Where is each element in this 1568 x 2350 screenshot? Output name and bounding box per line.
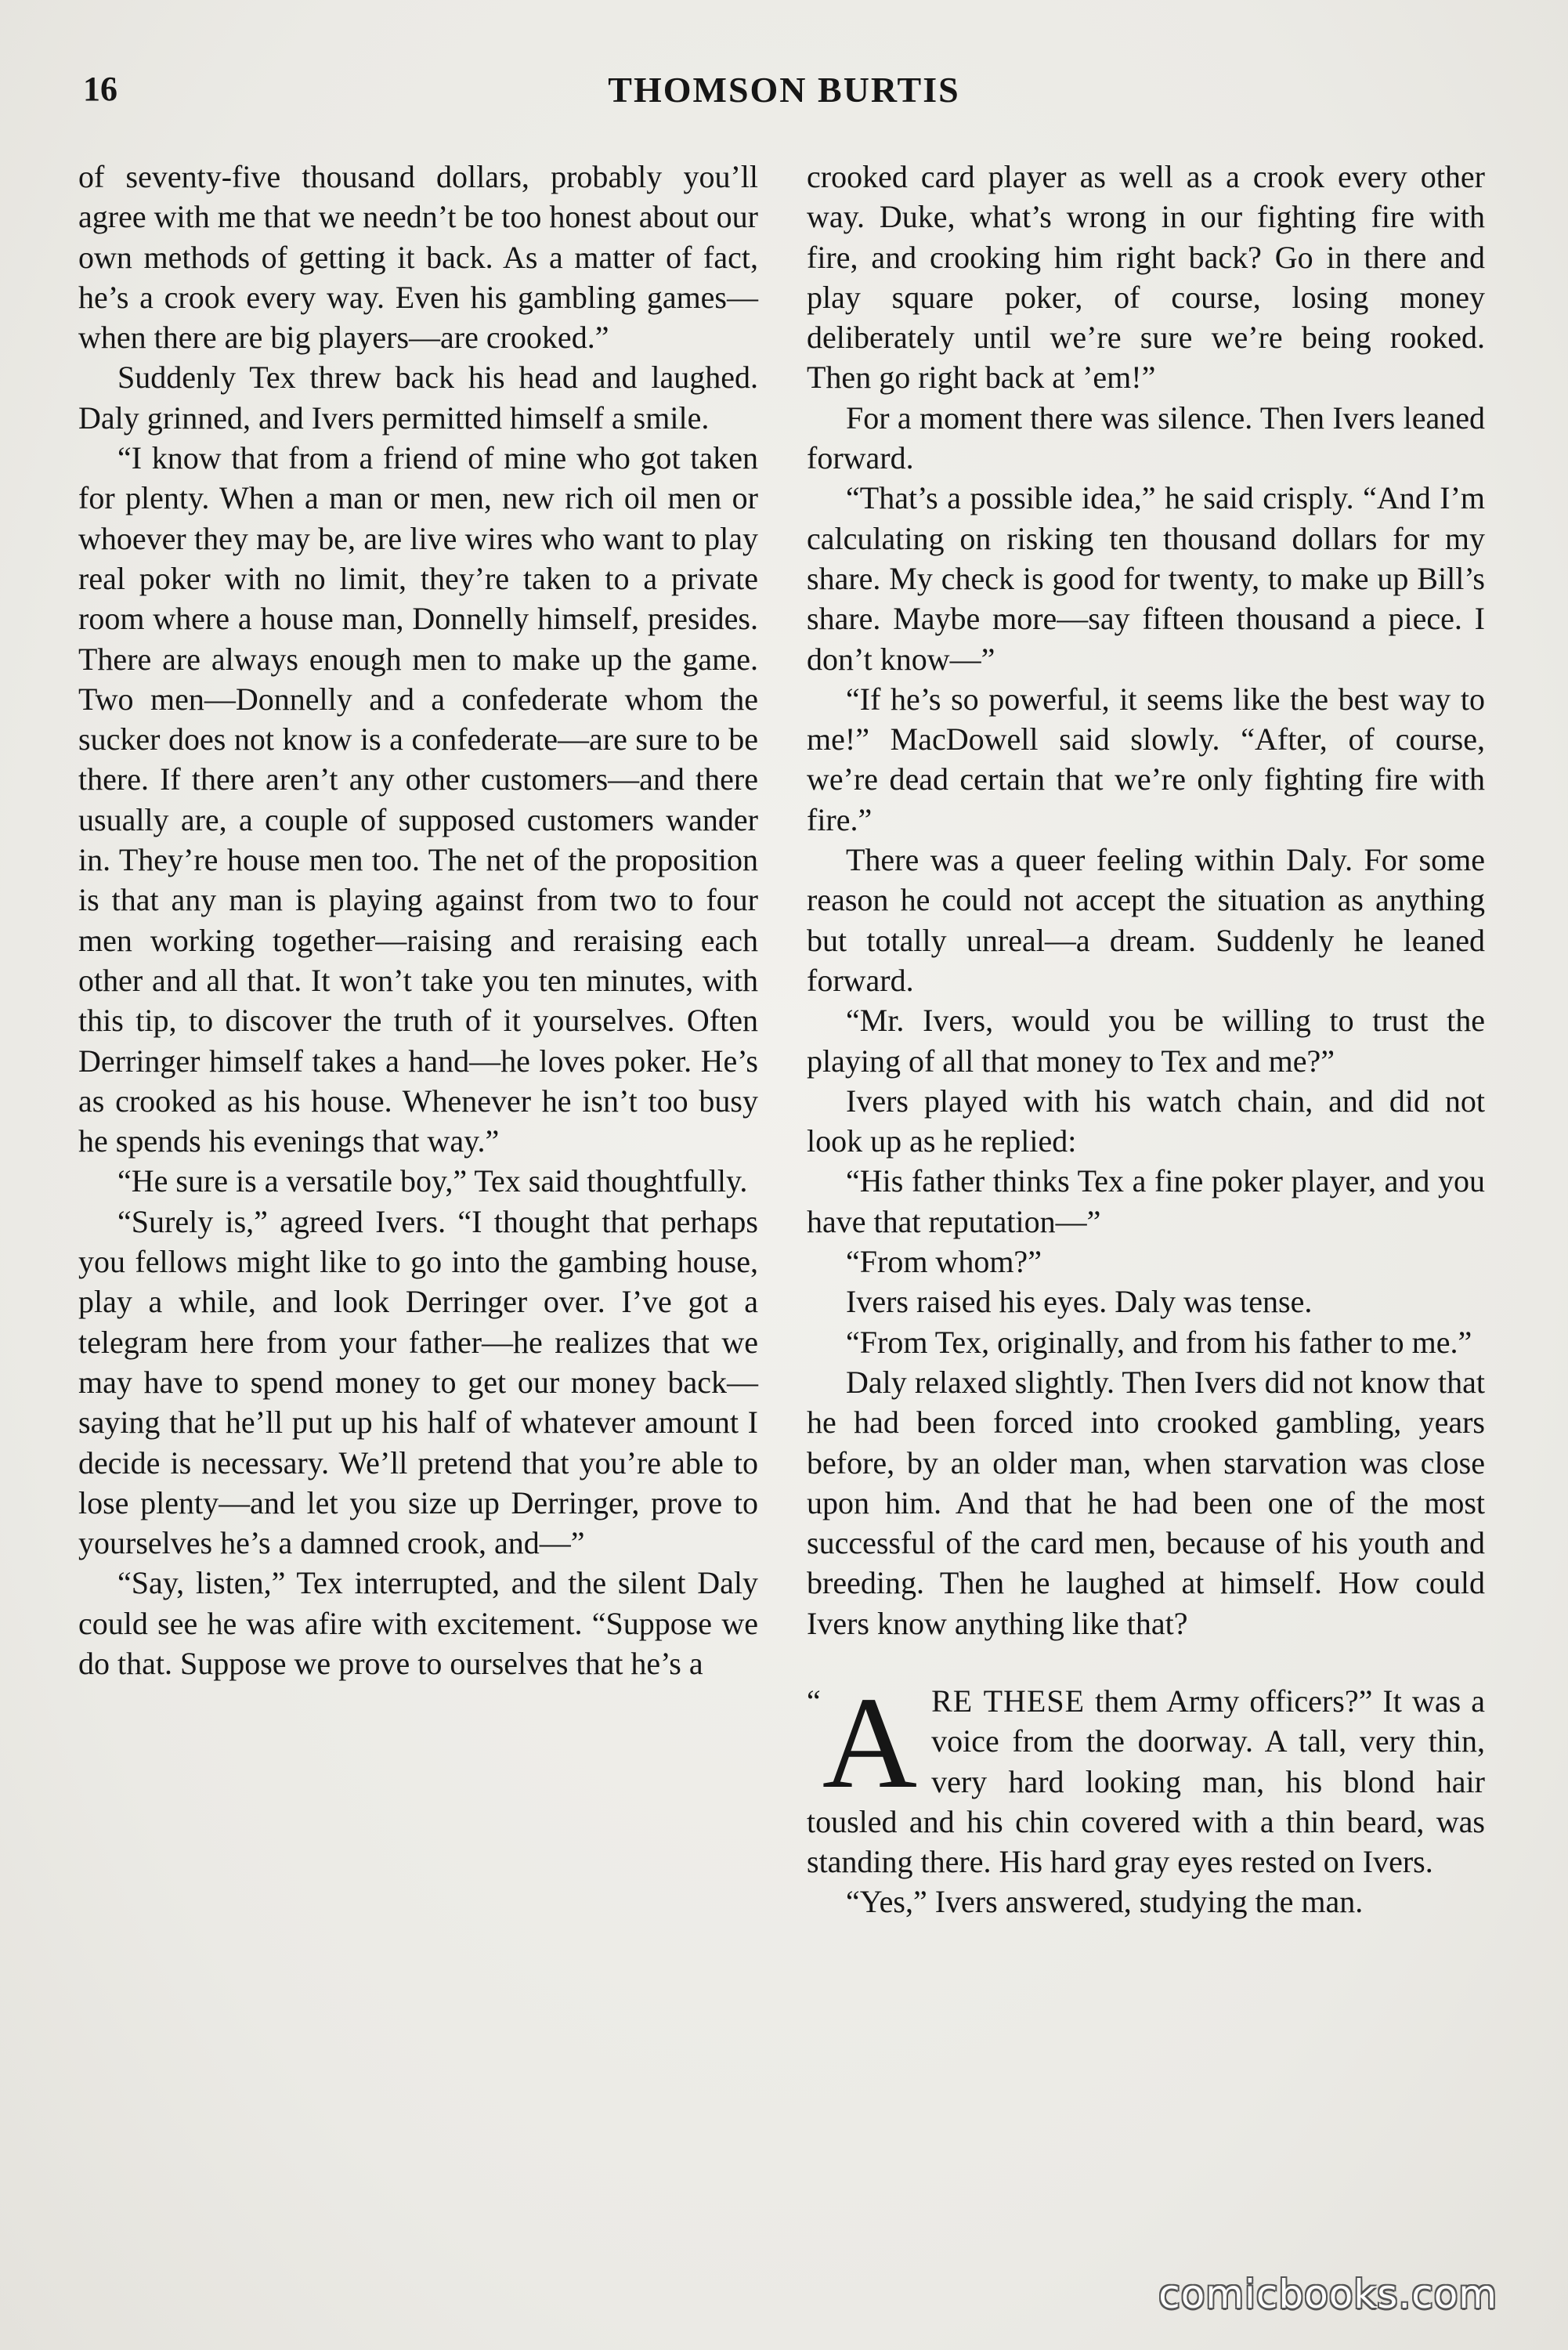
paragraph: There was a queer feeling within Daly. For some reason he could not accept the situation as anything but totally unreal—a dream. Suddenly he leaned forward. [807,842,1485,998]
paragraph: “Say, listen,” Tex interrupted, and the silent Daly could see he was afire with excitement. “Suppose we do that. Suppose we prove to ourselves that he’s a [78,1565,758,1681]
watermark: comicbooks.com [1158,2272,1498,2317]
paragraph: “Mr. Ivers, would you be willing to trust the playing of all that money to Tex and me?” [807,1003,1485,1079]
paragraph: Daly relaxed slightly. Then Ivers did not know that he had been forced into crooked gambling, years before, by an older man, when starvation was close upon him. And that he had been one of the most successful of the card men, because of his youth and breeding. Then he laughed at himself. How could Ivers know anything like that? [807,1364,1485,1641]
paragraph: “If he’s so powerful, it seems like the best way to me!” MacDowell said slowly. “After, of course, we’re dead certain that we’re only fighting fire with fire.” [807,681,1485,837]
section-opening-paragraph [807,1669,1485,1882]
paragraph: Ivers raised his eyes. Daly was tense. [846,1284,1313,1320]
paragraph: For a moment there was silence. Then Ivers leaned forward. [807,400,1485,476]
paragraph: of seventy-five thousand dollars, probably you’ll agree with me that we needn’t be too honest about our own methods of getting it back. As a matter of fact, he’s a crook every way. Even his gambling games—when there are big players—are crooked.” [78,159,758,356]
paragraph: Suddenly Tex threw back his head and laughed. Daly grinned, and Ivers permitted himself a smile. [78,360,758,436]
right-column [807,157,1485,1922]
paragraph: “I know that from a friend of mine who got taken for plenty. When a man or men, new rich oil men or whoever they may be, are live wires who want to play real poker with no limit, they’re taken to a private room where a house man, Donnelly himself, presides. There are always enough men to make up the game. Two men—Donnelly and a confederate whom the sucker does not know is a confederate—are sure to be there. If there aren’t any other customers—and there usually are, a couple of supposed customers wander in. They’re house men too. The net of the proposition is that any man is playing against from two to four men working together—raising and reraising each other and all that. It won’t take you ten minutes, with this tip, to discover the truth of it yourselves. Often Derringer himself takes a hand—he loves poker. He’s as crooked as his house. Whenever he isn’t too busy he spends his evenings that way.” [78,440,758,1159]
paragraph: “Yes,” Ivers answered, studying the man. [846,1884,1364,1920]
left-column [78,157,758,1683]
paragraph: “He sure is a versatile boy,” Tex said thoughtfully. [117,1163,748,1199]
page-header [78,69,1490,116]
opening-quote-mark: “ [807,1683,821,1719]
paragraph: crooked card player as well as a crook every other way. Duke, what’s wrong in our fighting fire with fire, and crooking him right back? Go in there and play square poker, of course, losing money deliberately until we’re sure we’re being rooked. Then go right back at ’em!” [807,159,1485,396]
paragraph: “That’s a possible idea,” he said crisply. “And I’m calculating on risking ten thousand dollars for my share. My check is good for twenty, to make up Bill’s share. Maybe more—say fifteen thousand a piece. I don’t know—” [807,480,1485,677]
paragraph: “His father thinks Tex a fine poker player, and you have that reputation—” [807,1163,1485,1239]
page-number: 16 [83,70,117,108]
paragraph: “From Tex, originally, and from his father to me.” [846,1324,1472,1360]
lead-in-words: RE THESE [931,1683,1086,1719]
drop-cap: A [822,1669,918,1816]
paragraph: Ivers played with his watch chain, and did not look up as he replied: [807,1083,1485,1159]
paragraph: “From whom?” [846,1244,1042,1280]
paragraph-text: them Army officers?” It was a voice from the doorway. A tall, very thin, very hard looking man, his blond hair tousled and his chin covered with a thin beard, was standing there. His hard gray eyes rested on Ivers. [807,1683,1485,1880]
running-head: THOMSON BURTIS [608,70,960,110]
paragraph: “Surely is,” agreed Ivers. “I thought that perhaps you fellows might like to go into the gambing house, play a while, and look Derringer over. I’ve got a telegram here from your father—he realizes that we may have to spend money to get our money back—saying that he’ll put up his half of whatever amount I decide is necessary. We’ll pretend that you’re able to lose plenty—and let you size up Derringer, prove to yourselves he’s a damned crook, and—” [78,1203,758,1561]
